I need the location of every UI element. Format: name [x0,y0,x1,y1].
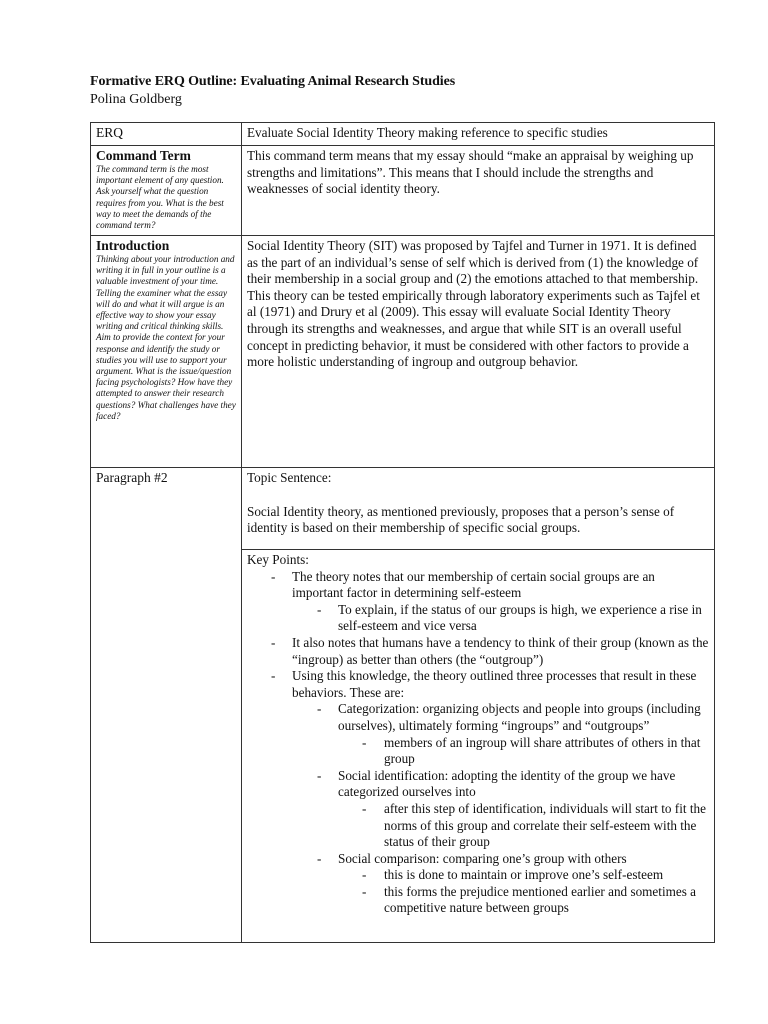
introduction-hint-2: Telling the examiner what the essay will do and what it will argue is an effective way to show your essay writing and critical thinking skills. [96,287,228,332]
command-term-row [91,146,715,236]
introduction-label-cell [91,236,242,468]
key-point: - Categorization: organizing objects and people into groups (including ourselves), ultimately forming “ingroups” and “outgroups” [317,701,701,733]
introduction-hint-3: Aim to provide the context for your response and identify the study or studies you will use to support your argument. What is the issue/question facing psychologists? How have they attempted to answer their research questions? What challenges have they faced? [96,332,236,421]
topic-sentence-label: Topic Sentence: [247,470,332,485]
erq-row [91,123,715,146]
introduction-label: Introduction [96,238,170,253]
paragraph2-label-cell [91,468,242,943]
key-points-cell [242,550,715,943]
key-points-label: Key Points: [247,552,309,567]
topic-sentence-text: Social Identity theory, as mentioned previously, proposes that a person’s sense of identity is based on their membership of specific social groups. [247,503,675,536]
key-point: - The theory notes that our membership of certain social groups are an important factor in determining self-esteem [271,568,655,601]
document-title: Formative ERQ Outline: Evaluating Animal Research Studies [90,74,456,89]
topic-sentence-cell [242,468,715,550]
introduction-text: Social Identity Theory (SIT) was proposed by Tajfel and Turner in 1971. It is defined as the part of an individual’s sense of self which is derived from (1) the knowledge of their membership in a social group and (2) the emotions attached to that membership. This theory can be tested empirically through laboratory experiments such as Tajfel et al (1971) and Drury et al (2009). This essay will evaluate Social Identity Theory through its strengths and weaknesses, and argue that while SIT is an overall useful concept in predicting behavior, it must be considered with other factors to provide a more holistic understanding of ingroup and outgroup behavior. [247,238,700,370]
command-term-hint: The command term is the most important element of any question. Ask yourself what the question requires from you. What is the best way to meet the demands of the command term? [96,164,224,231]
command-term-content-cell [242,146,715,236]
command-term-label: Command Term [96,148,191,163]
key-point: - Social identification: adopting the identity of the group we have categorized ourselves into [317,767,676,800]
key-points-list [247,569,709,917]
introduction-hint [96,254,236,422]
key-point: - after this step of identification, individuals will start to fit the norms of this group and correlate their self-esteem with the status of their group [362,800,706,850]
introduction-content-cell [242,236,715,468]
outline-table [90,122,715,943]
key-point: - members of an ingroup will share attributes of others in that group [362,734,701,767]
command-term-text: This command term means that my essay should “make an appraisal by weighing up strengths and limitations”. This means that I should include the strengths and weaknesses of social identity theory. [247,148,694,197]
erq-label-cell [91,123,242,146]
key-point: - Social comparison: comparing one’s group with others [317,850,627,866]
key-point: - To explain, if the status of our groups is high, we experience a rise in self-esteem and vice versa [317,601,702,634]
erq-label: ERQ [96,125,123,140]
document-author: Polina Goldberg [90,92,182,107]
key-point: - this forms the prejudice mentioned earlier and sometimes a competitive nature between groups [362,883,697,916]
command-term-label-cell [91,146,242,236]
introduction-hint-1: Thinking about your introduction and writing it in full in your outline is a valuable investment of your time. [96,254,235,287]
key-point: - this is done to maintain or improve one’s self-esteem [362,867,664,883]
key-point: - Using this knowledge, the theory outlined three processes that result in these behaviors. These are: [271,668,697,700]
paragraph2-label: Paragraph #2 [96,470,168,485]
erq-content-cell [242,123,715,146]
key-point: - It also notes that humans have a tendency to think of their group (known as the “ingroup) as better than others (the “outgroup”) [271,634,709,667]
introduction-row [91,236,715,468]
paragraph2-topic-row [91,468,715,550]
erq-question: Evaluate Social Identity Theory making reference to specific studies [247,125,608,140]
